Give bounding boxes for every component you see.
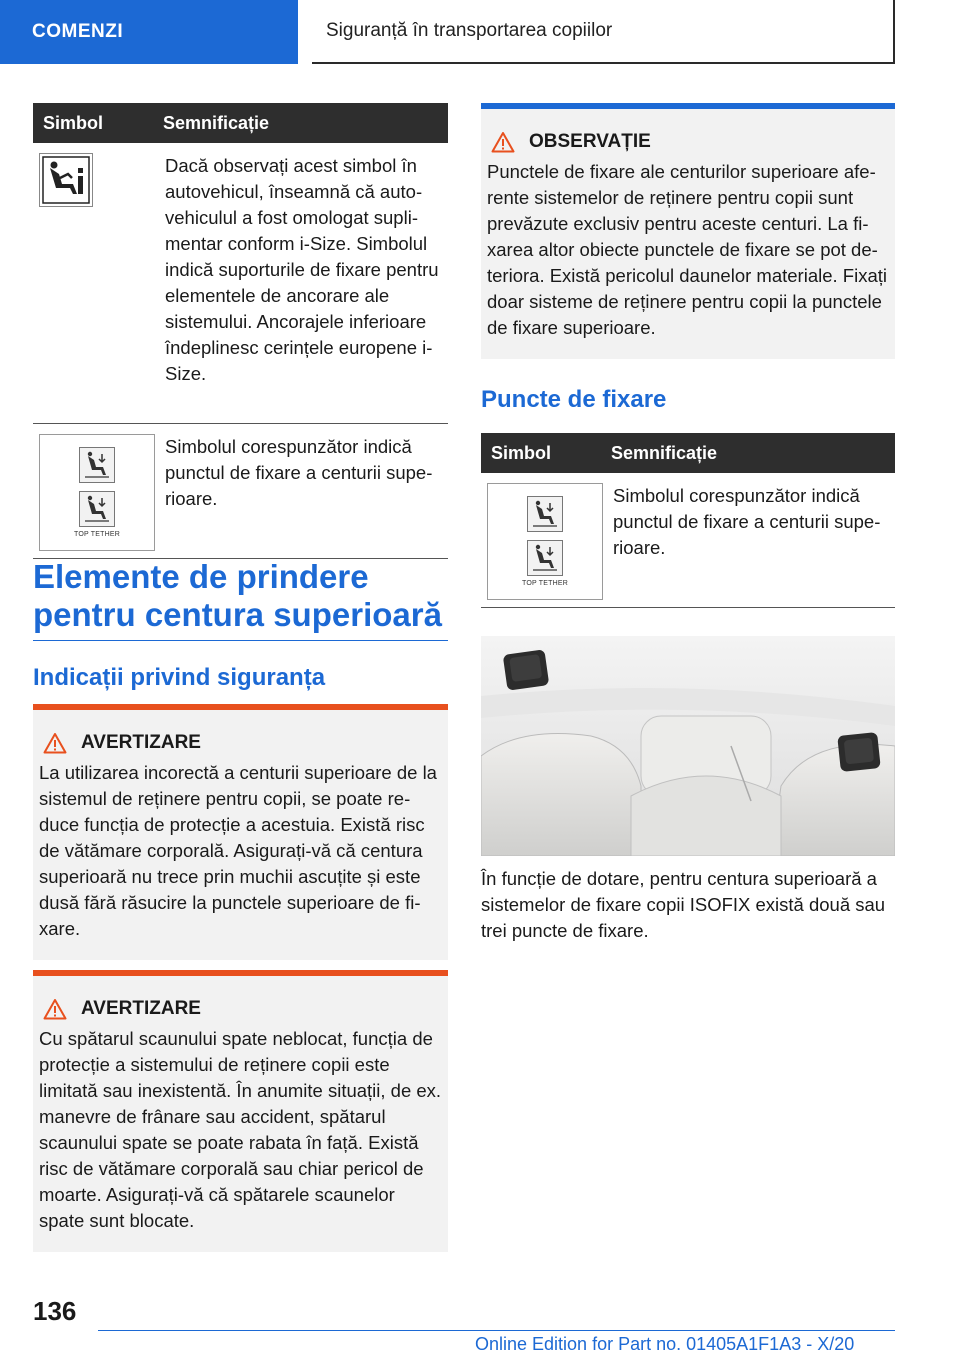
row-meaning-text: Simbolul corespunzător indică punctul de fixare a centurii superioare.	[165, 436, 433, 509]
warning-triangle-icon	[491, 131, 515, 153]
warning-box	[33, 970, 448, 1252]
table-row	[481, 473, 895, 608]
col-meaning-header: Semnificație	[611, 442, 718, 463]
footer-edition: Online Edition for Part no. 01405A1F1A3 - X/20	[475, 1334, 855, 1354]
table-header	[33, 103, 448, 143]
table-row	[33, 143, 448, 424]
table-header	[481, 433, 895, 473]
warning-text: La utilizarea incorectă a centurii superioare de la sistemul de reținere pentru copii, se poate reduce funcția de protecție a acestuia. Există risc de vătămare corporală. Asigurați-vă că centura superioară nu trece prin muchii ascuțite și este dusă fără răsucire la punctele superioare de fixare.	[39, 762, 437, 939]
col-symbol-header: Simbol	[43, 112, 104, 133]
top-tether-icon	[39, 434, 155, 551]
warning-triangle-icon	[43, 732, 67, 754]
warning-title: AVERTIZARE	[81, 732, 201, 753]
notice-title: OBSERVAȚIE	[529, 131, 651, 152]
header-chapter-tab[interactable]	[312, 0, 895, 64]
col-meaning-header: Semnificație	[163, 112, 270, 133]
footer-divider	[98, 1330, 895, 1331]
symbol-table-right	[481, 433, 895, 608]
warning-title: AVERTIZARE	[81, 998, 201, 1019]
page-number: 136	[33, 1296, 77, 1326]
table-row	[33, 424, 448, 559]
top-tether-icon	[487, 483, 603, 600]
notice-text: Punctele de fixare ale centurilor superioare aferente sistemelor de reținere pentru copii sunt prevăzute exclusiv pentru aceste centuri. La fixarea altor obiecte punctele de fixare se pot deteriora. Există pericolul daunelor materiale. Fixați doar sisteme de reținere pentru copii la punctele de fixare superioare.	[487, 161, 887, 338]
symbol-table-left	[33, 103, 448, 559]
header-section-label: COMENZI	[32, 21, 124, 42]
row-meaning-text: Simbolul corespunzător indică punctul de fixare a centurii superioare.	[613, 485, 881, 558]
section-title: Elemente de prindere pentru centura superioară	[33, 558, 448, 641]
anchor-heading: Puncte de fixare	[481, 386, 667, 413]
isize-child-seat-icon	[39, 153, 93, 207]
photo-caption: În funcție de dotare, pentru centura superioară a sistemelor de fixare copii ISOFIX există două sau trei puncte de fixare.	[481, 868, 886, 941]
warning-box	[33, 704, 448, 960]
header-chapter-label: Siguranță în transportarea copiilor	[326, 20, 613, 41]
safety-heading: Indicații privind siguranța	[33, 664, 326, 691]
anchor-cover-left	[503, 649, 550, 690]
row-meaning-text: Dacă observați acest simbol în autovehicul, înseamnă că autovehiculul a fost omologat suplimentar conform i-Size. Simbolul indică suporturile de fixare pentru elementele de ancorare ale sistemului. Ancorajele inferioare îndeplinesc cerințele europene i-Size.	[165, 155, 439, 384]
col-symbol-header: Simbol	[491, 442, 552, 463]
notice-box	[481, 103, 895, 359]
anchor-cover-right	[837, 732, 881, 772]
warning-triangle-icon	[43, 998, 67, 1020]
warning-text: Cu spătarul scaunului spate neblocat, funcția de protecție a sistemului de reținere copii este limitată sau inexistentă. În anumite situații, de ex. manevre de frânare sau accident, spătarul scaunului spate se poate rabata în față. Există risc de vătămare corporală sau chiar pericol de moarte. Asigurați-vă că spătarele scaunelor spate sunt blocate.	[39, 1028, 442, 1231]
header-section-tab[interactable]	[0, 0, 298, 64]
rear-seat-anchor-photo	[481, 636, 895, 856]
top-tether-label: TOP TETHER	[522, 580, 568, 587]
top-tether-label: TOP TETHER	[74, 531, 120, 538]
